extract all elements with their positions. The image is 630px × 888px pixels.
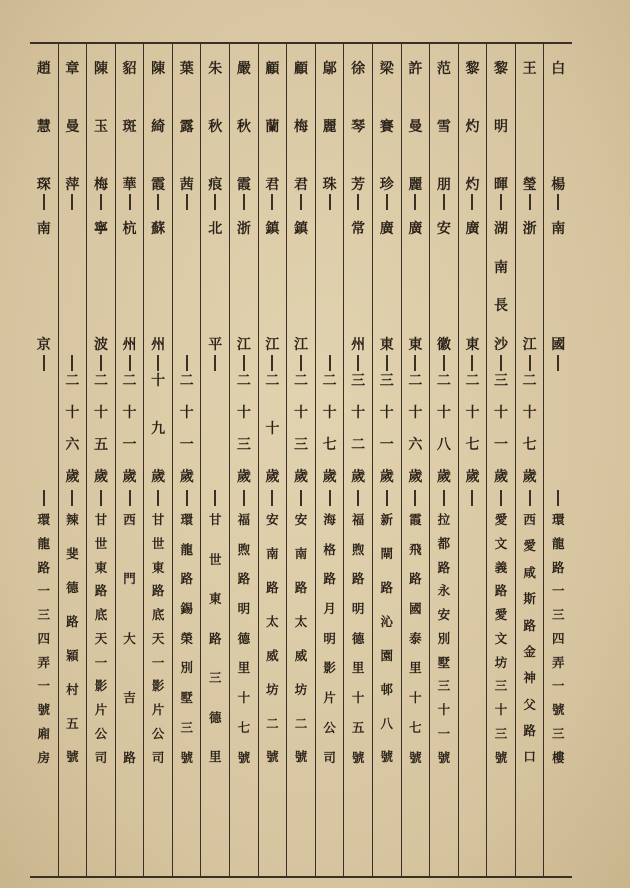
column-separator-dash [300, 194, 302, 210]
cell-name: 鄔 麗 珠 [322, 61, 337, 193]
cell-age: 二 十 八 歲 [436, 373, 451, 485]
column-separator-dash [157, 194, 159, 210]
column-separator-dash [500, 355, 502, 371]
cell-addr [459, 514, 487, 764]
cell-native: 蘇 州 [151, 221, 166, 353]
cell-name: 葉 露 茜 [179, 61, 194, 193]
cell-addr: 環 龍 路 一 三 四 弄 一 號 廂 房 [37, 512, 51, 765]
cell-age: 二 十 七 歲 [322, 373, 337, 485]
cell-native: 安 徽 [436, 221, 451, 353]
column-separator-dash [271, 355, 273, 371]
cell-name: 陳 綺 霞 [151, 61, 166, 193]
column-separator-dash [471, 355, 473, 371]
table-row [543, 44, 572, 876]
cell-age: 二 十 六 歲 [65, 373, 80, 485]
column-separator-dash [214, 355, 216, 371]
cell-name: 顧 梅 君 [294, 61, 308, 193]
cell-age: 二 十 七 歲 [465, 373, 480, 485]
table-row [143, 44, 172, 876]
table-row [172, 44, 201, 876]
cell-name: 嚴 秋 霞 [236, 61, 251, 193]
cell-name: 貂 斑 華 [122, 61, 137, 193]
column-separator-dash [300, 490, 302, 506]
column-separator-dash [71, 355, 73, 371]
column-separator-dash [271, 490, 273, 506]
cell-native: 杭 州 [122, 221, 137, 353]
column-separator-dash [414, 355, 416, 371]
cell-name: 梁 賽 珍 [379, 61, 394, 193]
cell-addr: 安 南 路 太 威 坊 二 號 [266, 512, 279, 765]
column-separator-dash [214, 194, 216, 210]
cell-age [201, 374, 229, 484]
table-row [115, 44, 144, 876]
cell-name: 白 楊 [551, 61, 566, 193]
cell-native: 北 平 [208, 221, 223, 353]
cell-name: 黎 明 暉 [494, 61, 509, 193]
column-separator-dash [414, 490, 416, 506]
table-row [286, 44, 315, 876]
cell-name: 黎 灼 灼 [465, 61, 480, 193]
cell-native: 湖 南 長 沙 [494, 221, 509, 353]
cell-addr: 安 南 路 太 威 坊 二 號 [294, 512, 308, 765]
column-separator-dash [243, 194, 245, 210]
table-row [401, 44, 430, 876]
table-row [372, 44, 401, 876]
cell-addr: 拉 都 路 永 安 別 墅 三 十 一 號 [437, 512, 451, 765]
register-table [30, 42, 572, 878]
column-separator-dash [43, 355, 45, 371]
cell-native: 常 州 [351, 221, 366, 353]
cell-addr: 福 煦 路 明 德 里 十 七 號 [237, 512, 251, 765]
column-separator-dash [386, 355, 388, 371]
cell-addr: 甘 世 東 路 底 天 一 影 片 公 司 [151, 512, 165, 765]
column-separator-dash [529, 490, 531, 506]
cell-name: 趙 慧 琛 [36, 61, 51, 193]
column-separator-dash [529, 355, 531, 371]
table-row [315, 44, 344, 876]
cell-addr: 新 閘 路 沁 園 邨 八 號 [380, 512, 393, 765]
cell-age [30, 374, 58, 484]
cell-age: 二 十 七 歲 [522, 373, 537, 485]
column-separator-dash [471, 194, 473, 210]
cell-native: 廣 東 [465, 221, 480, 353]
column-separator-dash [300, 355, 302, 371]
cell-addr: 甘 世 東 路 底 天 一 影 片 公 司 [94, 512, 108, 765]
column-separator-dash [100, 490, 102, 506]
cell-addr: 甘 世 東 路 三 德 里 [209, 512, 222, 765]
table-row [229, 44, 258, 876]
cell-addr: 環 龍 路 一 三 四 弄 一 號 三 樓 [551, 512, 565, 765]
table-row [515, 44, 544, 876]
column-separator-dash [329, 194, 331, 210]
cell-native: 廣 東 [379, 221, 394, 353]
cell-name: 章 曼 萍 [65, 61, 80, 193]
column-separator-dash [71, 194, 73, 210]
cell-native: 廣 東 [408, 221, 423, 353]
column-separator-dash [186, 194, 188, 210]
table-row [86, 44, 115, 876]
register-rows [30, 44, 572, 876]
cell-name: 許 曼 麗 [408, 61, 423, 193]
column-separator-dash [329, 355, 331, 371]
column-separator-dash [557, 355, 559, 371]
cell-addr: 霞 飛 路 國 泰 里 十 七 號 [409, 512, 422, 765]
cell-age: 二 十 六 歲 [408, 373, 423, 485]
column-separator-dash [557, 194, 559, 210]
table-row [200, 44, 229, 876]
cell-addr: 西 門 大 吉 路 [123, 512, 136, 765]
cell-native: 寧 波 [93, 221, 108, 353]
cell-addr: 愛 文 義 路 愛 文 坊 三 十 三 號 [494, 512, 508, 765]
cell-native: 鎮 江 [265, 221, 280, 353]
cell-native: 浙 江 [522, 221, 537, 353]
column-separator-dash [157, 355, 159, 371]
column-separator-dash [443, 194, 445, 210]
cell-age: 二 十 一 歲 [122, 373, 137, 485]
column-separator-dash [71, 490, 73, 506]
table-row [429, 44, 458, 876]
table-row [343, 44, 372, 876]
cell-native [316, 222, 344, 352]
column-separator-dash [357, 355, 359, 371]
column-separator-dash [100, 194, 102, 210]
column-separator-dash [129, 490, 131, 506]
column-separator-dash [243, 355, 245, 371]
table-row [258, 44, 287, 876]
cell-addr: 西 愛 咸 斯 路 金 神 父 路 口 [523, 512, 536, 765]
column-separator-dash [157, 490, 159, 506]
cell-age [544, 374, 572, 484]
column-separator-dash [43, 194, 45, 210]
table-row [30, 44, 58, 876]
cell-native [59, 222, 87, 352]
column-separator-dash [129, 355, 131, 371]
column-separator-dash [357, 490, 359, 506]
table-row [486, 44, 515, 876]
column-separator-dash [129, 194, 131, 210]
cell-age: 二 十 歲 [265, 373, 280, 485]
column-separator-dash [186, 490, 188, 506]
cell-age: 二 十 五 歲 [93, 373, 108, 485]
column-separator-dash [186, 355, 188, 371]
column-separator-dash [243, 490, 245, 506]
column-separator-dash [329, 490, 331, 506]
column-separator-dash [100, 355, 102, 371]
column-separator-dash [557, 490, 559, 506]
column-separator-dash [43, 490, 45, 506]
column-separator-dash [214, 490, 216, 506]
column-separator-dash [443, 355, 445, 371]
cell-name: 朱 秋 痕 [208, 61, 223, 193]
table-row [58, 44, 87, 876]
cell-name: 顧 蘭 君 [265, 61, 280, 193]
cell-age: 三 十 一 歲 [494, 373, 509, 485]
cell-name: 王 瑩 [522, 61, 537, 193]
cell-age: 二 十 一 歲 [179, 373, 194, 485]
table-row [458, 44, 487, 876]
cell-addr: 海 格 路 月 明 影 片 公 司 [323, 512, 336, 765]
cell-age: 二 十 三 歲 [236, 373, 251, 485]
cell-age: 三 十 一 歲 [379, 373, 394, 485]
column-separator-dash [500, 194, 502, 210]
column-separator-dash [357, 194, 359, 210]
cell-name: 陳 玉 梅 [93, 61, 108, 193]
cell-age: 二 十 三 歲 [294, 373, 308, 485]
cell-native: 浙 江 [236, 221, 251, 353]
column-separator-dash [471, 490, 473, 506]
cell-native [173, 222, 201, 352]
cell-addr: 環 龍 路 錫 榮 別 墅 三 號 [180, 512, 193, 765]
cell-native: 鎮 江 [294, 221, 308, 353]
cell-native: 南 京 [36, 221, 51, 353]
cell-name: 范 雪 朋 [436, 61, 451, 193]
column-separator-dash [443, 490, 445, 506]
cell-age: 十 九 歲 [151, 373, 166, 485]
column-separator-dash [414, 194, 416, 210]
cell-native: 南 國 [551, 221, 566, 353]
column-separator-dash [271, 194, 273, 210]
cell-name: 徐 琴 芳 [351, 61, 366, 193]
column-separator-dash [386, 490, 388, 506]
column-separator-dash [529, 194, 531, 210]
column-separator-dash [500, 490, 502, 506]
cell-age: 三 十 二 歲 [351, 373, 366, 485]
cell-addr: 辣 斐 德 路 穎 村 五 號 [66, 512, 79, 765]
column-separator-dash [386, 194, 388, 210]
cell-addr: 福 煦 路 明 德 里 十 五 號 [351, 512, 365, 765]
